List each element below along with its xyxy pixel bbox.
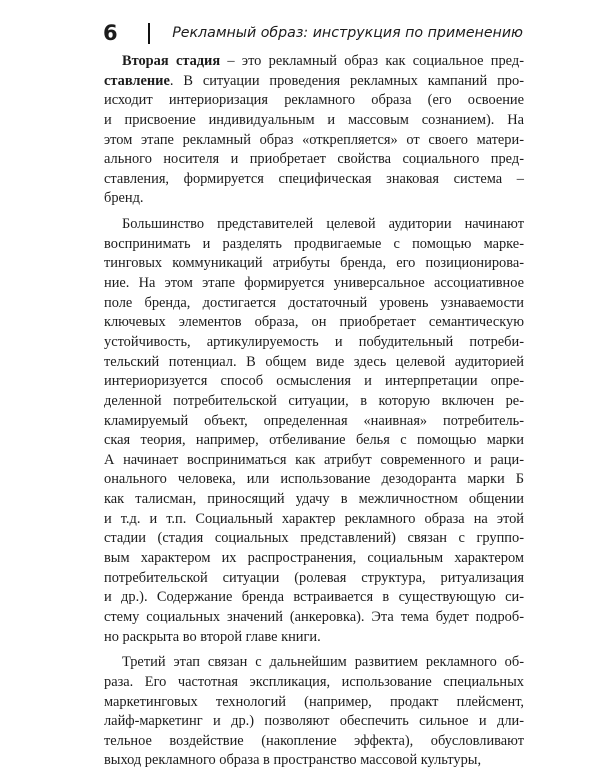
text-line	[104, 608, 524, 628]
text-line	[104, 294, 524, 314]
text-run: тинговых коммуникаций атрибуты бренда, его позиционирова-	[104, 255, 524, 272]
running-head	[103, 20, 523, 46]
text-line	[104, 732, 524, 752]
page-number: 6	[103, 21, 118, 45]
bold-term: ставление	[104, 72, 170, 89]
header-divider-bar	[148, 23, 151, 44]
text-line	[104, 52, 524, 72]
text-line	[104, 72, 524, 92]
text-line	[104, 392, 524, 412]
text-line	[104, 653, 524, 673]
text-line	[104, 254, 524, 274]
text-run: Третий этап связан с дальнейшим развитием рекламного об-	[122, 654, 524, 671]
text-line	[104, 189, 524, 209]
text-line	[104, 588, 524, 608]
text-run: стадии (стадия социальных представлений) связан с группо-	[104, 530, 524, 547]
text-line	[104, 353, 524, 373]
text-run: тельное воздействие (накопление эффекта), обусловливают	[104, 732, 524, 749]
text-line	[104, 628, 524, 648]
text-line	[104, 372, 524, 392]
text-run: и др.). Содержание бренда встраивается в существующую си-	[104, 589, 524, 606]
text-run: но раскрыта во второй главе книги.	[104, 628, 321, 645]
text-line	[104, 673, 524, 693]
text-run: ние. На этом этапе формируется универсальное ассоциативное	[104, 275, 524, 292]
text-run: . В ситуации проведения рекламных кампаний про-	[169, 72, 524, 89]
text-run: А начинает восприниматься как атрибут современного и раци-	[104, 451, 524, 468]
text-run: исходит интериоризация рекламного образа (его освоение	[104, 92, 524, 109]
text-line	[104, 510, 524, 530]
text-run: Большинство представителей целевой аудитории начинают	[122, 216, 524, 233]
text-line	[104, 313, 524, 333]
text-line	[104, 529, 524, 549]
paragraph	[104, 215, 524, 647]
text-line	[104, 91, 524, 111]
text-line	[104, 412, 524, 432]
text-line	[104, 274, 524, 294]
text-line	[104, 693, 524, 713]
text-run: онального человека, или использование дезодоранта марки Б	[104, 471, 524, 488]
text-line	[104, 451, 524, 471]
text-line	[104, 333, 524, 353]
text-run: поле бренда, достигается достаточный уровень узнаваемости	[104, 294, 524, 311]
text-run: ключевых элементов образа, он приобретает семантическую	[104, 314, 524, 331]
text-run: бренд.	[104, 190, 144, 207]
text-line	[104, 150, 524, 170]
text-run: воспринимать и разделять продвигаемые с помощью марке-	[104, 235, 524, 252]
text-run: лайф-маркетинг и др.) позволяют обеспечить сильное и дли-	[104, 713, 524, 730]
text-run: стему социальных значений (анкеровка). Эта тема будет подроб-	[104, 608, 524, 625]
text-run: и присвоение индивидуальным и массовым сознанием). На	[104, 111, 524, 128]
text-run: маркетинговых технологий (например, продакт плейсмент,	[104, 693, 524, 710]
text-line	[104, 751, 524, 771]
text-line	[104, 235, 524, 255]
paragraph	[104, 653, 524, 771]
body-text	[104, 52, 524, 771]
text-line	[104, 569, 524, 589]
text-line	[104, 470, 524, 490]
text-run: кламируемый объект, определенная «наивная» потребитель-	[104, 412, 524, 429]
text-line	[104, 111, 524, 131]
text-run: ального носителя и приобретает свойства социального пред-	[104, 151, 524, 168]
text-run: выход рекламного образа в пространство массовой культуры,	[104, 752, 482, 769]
text-run: – это рекламный образ как социальное пред-	[220, 53, 524, 69]
text-run: и т.д. и т.п. Социальный характер рекламного образа на этой	[104, 510, 524, 527]
text-line	[104, 712, 524, 732]
text-run: раза. Его частотная экспликация, использование специальных	[104, 673, 524, 690]
text-run: потребительской ситуации (ролевая структура, ритуализация	[104, 569, 524, 586]
text-run: устойчивость, артикулируемость и побудительный потреби-	[104, 333, 524, 350]
text-run: интериоризуется способ осмысления и интерпретации опре-	[104, 373, 524, 390]
text-line	[104, 431, 524, 451]
text-line	[104, 170, 524, 190]
running-head-title: Рекламный образ: инструкция по применению	[172, 25, 523, 41]
text-run: деленной потребительской ситуации, в которую включен ре-	[104, 392, 524, 409]
text-line	[104, 549, 524, 569]
text-run: ставления, формируется специфическая знаковая система –	[104, 170, 524, 187]
bold-term: Вторая стадия	[122, 53, 221, 69]
paragraph	[104, 52, 524, 209]
text-run: вым характером их распространения, социальным характером	[104, 550, 524, 567]
text-run: как талисман, приносящий удачу в межличностном общении	[104, 491, 524, 508]
text-run: тельский потенциал. В общем виде здесь целевой аудиторией	[104, 353, 524, 370]
text-line	[104, 490, 524, 510]
text-run: ская теория, например, отбеливание белья с помощью марки	[104, 432, 524, 449]
text-line	[104, 215, 524, 235]
text-line	[104, 131, 524, 151]
text-run: этом этапе рекламный образ «открепляется» от своего матери-	[104, 131, 524, 148]
